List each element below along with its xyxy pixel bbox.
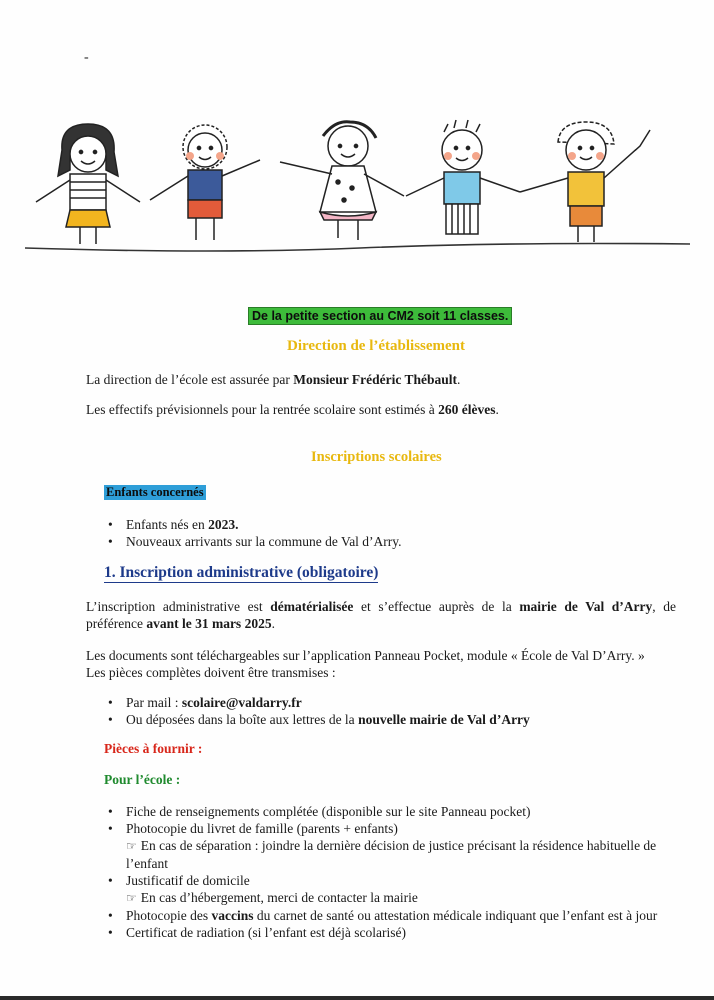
- top-dash: -: [84, 50, 89, 65]
- note-text: En cas d’hébergement, merci de contacter la mairie: [140, 890, 418, 905]
- effectifs-text-end: .: [495, 402, 499, 417]
- list-item: [106, 820, 681, 837]
- list-item-punct: .: [235, 517, 239, 532]
- deadline-date: avant le 31 mars 2025: [146, 616, 272, 631]
- list-item: [106, 803, 681, 820]
- inscriptions-heading: Inscriptions scolaires: [311, 449, 442, 465]
- pointing-hand-icon: ☞: [126, 839, 137, 853]
- list-item-text: Ou déposées dans la boîte aux lettres de la: [126, 712, 359, 727]
- children-holding-hands-illustration: [20, 112, 695, 262]
- para-text: , de préférence: [86, 599, 676, 631]
- pieces-list: [106, 803, 681, 941]
- list-item: [106, 924, 681, 941]
- inscription-paragraph: [86, 598, 676, 632]
- list-item-text: Certificat de radiation (si l’enfant est déjà scolarisé): [126, 925, 407, 940]
- effectifs-count: 260 élèves: [438, 402, 496, 417]
- child-3-figure: [280, 122, 404, 240]
- email-link[interactable]: scolaire@valdarry.fr: [181, 695, 302, 710]
- vaccins-bold: vaccins: [211, 908, 254, 923]
- list-item: [106, 872, 681, 889]
- list-item-note: [106, 889, 681, 907]
- direction-heading: Direction de l’établissement: [287, 338, 466, 354]
- child-2-figure: [150, 125, 260, 240]
- direction-text: La direction de l’école est assurée par: [86, 372, 294, 387]
- para-bold: dématérialisée: [270, 599, 354, 614]
- section-1-heading: 1. Inscription administrative (obligatoire): [104, 564, 379, 581]
- mairie-name: nouvelle mairie de Val d’Arry: [358, 712, 530, 727]
- list-item-text: Enfants nés en: [126, 517, 209, 532]
- para-text: L’inscription administrative est: [86, 599, 271, 614]
- direction-text-end: .: [457, 372, 461, 387]
- list-item-text: Photocopie des: [126, 908, 212, 923]
- list-item-text: Fiche de renseignements complétée (disponible sur le site Panneau pocket): [126, 804, 531, 819]
- send-methods-list: [106, 694, 530, 728]
- list-item-text: Nouveaux arrivants sur la commune de Val d’Arry.: [126, 534, 402, 549]
- effectifs-text: Les effectifs prévisionnels pour la rentrée scolaire sont estimés à: [86, 402, 439, 417]
- director-name: Monsieur Frédéric Thébault: [293, 372, 458, 387]
- list-item-text: du carnet de santé ou attestation médicale indiquant que l’enfant est à jour: [253, 908, 658, 923]
- pieces-heading: Pièces à fournir :: [104, 741, 203, 756]
- enfants-concernes-tag: Enfants concernés: [106, 485, 204, 499]
- direction-paragraph: [86, 371, 460, 388]
- list-item-text: Photocopie du livret de famille (parents + enfants): [126, 821, 398, 836]
- birth-year: 2023: [208, 517, 236, 532]
- pieces-transmission-paragraph: Les pièces complètes doivent être transmises :: [86, 665, 336, 680]
- effectifs-paragraph: [86, 401, 499, 418]
- note-text: En cas de séparation : joindre la dernière décision de justice précisant la résidence habituelle de l’enfant: [126, 838, 657, 871]
- para-bold: mairie de Val d’Arry: [519, 599, 653, 614]
- page-bottom-edge: [0, 996, 714, 1000]
- child-4-figure: [406, 120, 520, 234]
- list-item: [106, 533, 402, 550]
- list-item-text: Par mail :: [126, 695, 182, 710]
- child-1-figure: [36, 124, 140, 244]
- para-text: et s’effectue auprès de la: [353, 599, 520, 614]
- enfants-concernes-list: [106, 516, 402, 550]
- list-item: [106, 516, 402, 533]
- classes-banner: De la petite section au CM2 soit 11 classes.: [248, 307, 512, 325]
- pour-ecole-heading: Pour l’école :: [104, 772, 181, 787]
- list-item: [106, 694, 530, 711]
- list-item: [106, 907, 681, 924]
- pointing-hand-icon: ☞: [126, 891, 137, 905]
- para-text: .: [271, 616, 275, 631]
- list-item: [106, 711, 530, 728]
- list-item-note: [106, 837, 681, 872]
- list-item-text: Justificatif de domicile: [126, 873, 250, 888]
- child-5-figure: [520, 122, 650, 242]
- documents-paragraph: Les documents sont téléchargeables sur l’application Panneau Pocket, module « École de Val D’Arry. »: [86, 648, 645, 663]
